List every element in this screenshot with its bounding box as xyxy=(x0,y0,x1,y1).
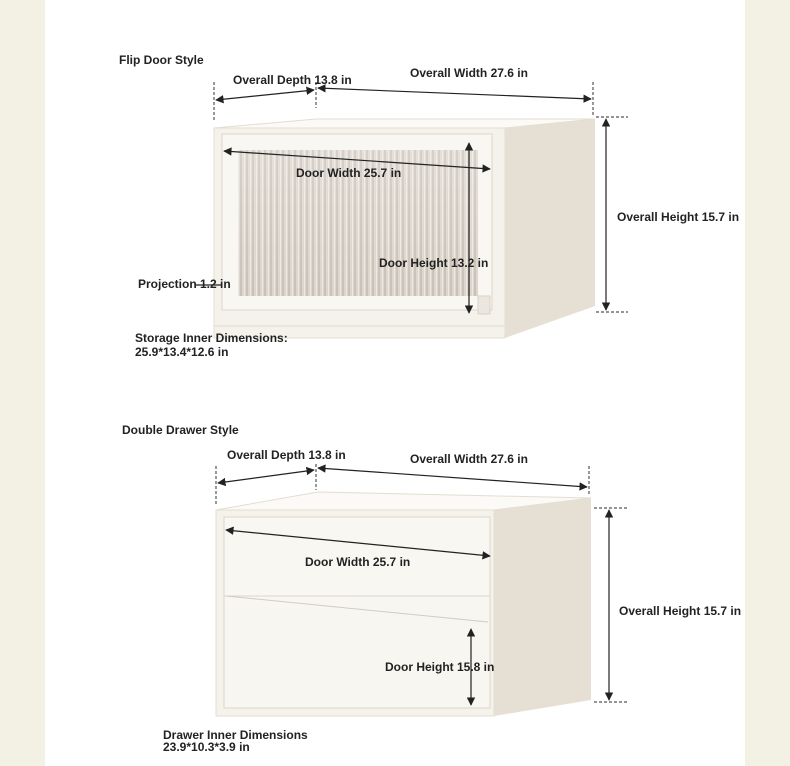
flip-projection-label: Projection 1.2 in xyxy=(138,277,231,291)
drawer-cabinet-side xyxy=(494,498,591,716)
drawer-inner-dimensions-value: 23.9*10.3*3.9 in xyxy=(163,740,250,754)
drawer-lower xyxy=(224,596,490,708)
drawer-inner-dimensions-title: Drawer Inner Dimensions xyxy=(163,728,308,742)
drawer-overall-width-label: Overall Width 27.6 in xyxy=(410,452,528,466)
flip-door-cabinet xyxy=(214,119,595,338)
flip-depth-arrow xyxy=(216,90,314,100)
flip-door-height-label: Door Height 13.2 in xyxy=(379,256,489,270)
drawer-door-height-label: Door Height 15.8 in xyxy=(385,660,495,674)
flip-inner-dimensions-title: Storage Inner Dimensions: xyxy=(135,331,288,345)
flip-overall-depth-label: Overall Depth 13.8 in xyxy=(233,73,352,87)
drawer-overall-depth-label: Overall Depth 13.8 in xyxy=(227,448,346,462)
flip-door-width-label: Door Width 25.7 in xyxy=(296,166,402,180)
flip-width-arrow xyxy=(318,88,591,99)
drawer-width-arrow xyxy=(318,468,587,487)
drawer-door-width-label: Door Width 25.7 in xyxy=(305,555,411,569)
flip-overall-width-label: Overall Width 27.6 in xyxy=(410,66,528,80)
flip-section-title: Flip Door Style xyxy=(119,53,204,67)
drawer-section-title: Double Drawer Style xyxy=(122,423,239,437)
drawer-depth-arrow xyxy=(218,470,314,483)
flip-inner-dimensions-value: 25.9*13.4*12.6 in xyxy=(135,345,229,359)
drawer-overall-height-label: Overall Height 15.7 in xyxy=(619,604,742,618)
flip-overall-height-label: Overall Height 15.7 in xyxy=(617,210,740,224)
flip-door-handle xyxy=(478,296,490,314)
flip-cabinet-side xyxy=(505,119,595,338)
drawer-cabinet xyxy=(216,492,591,716)
